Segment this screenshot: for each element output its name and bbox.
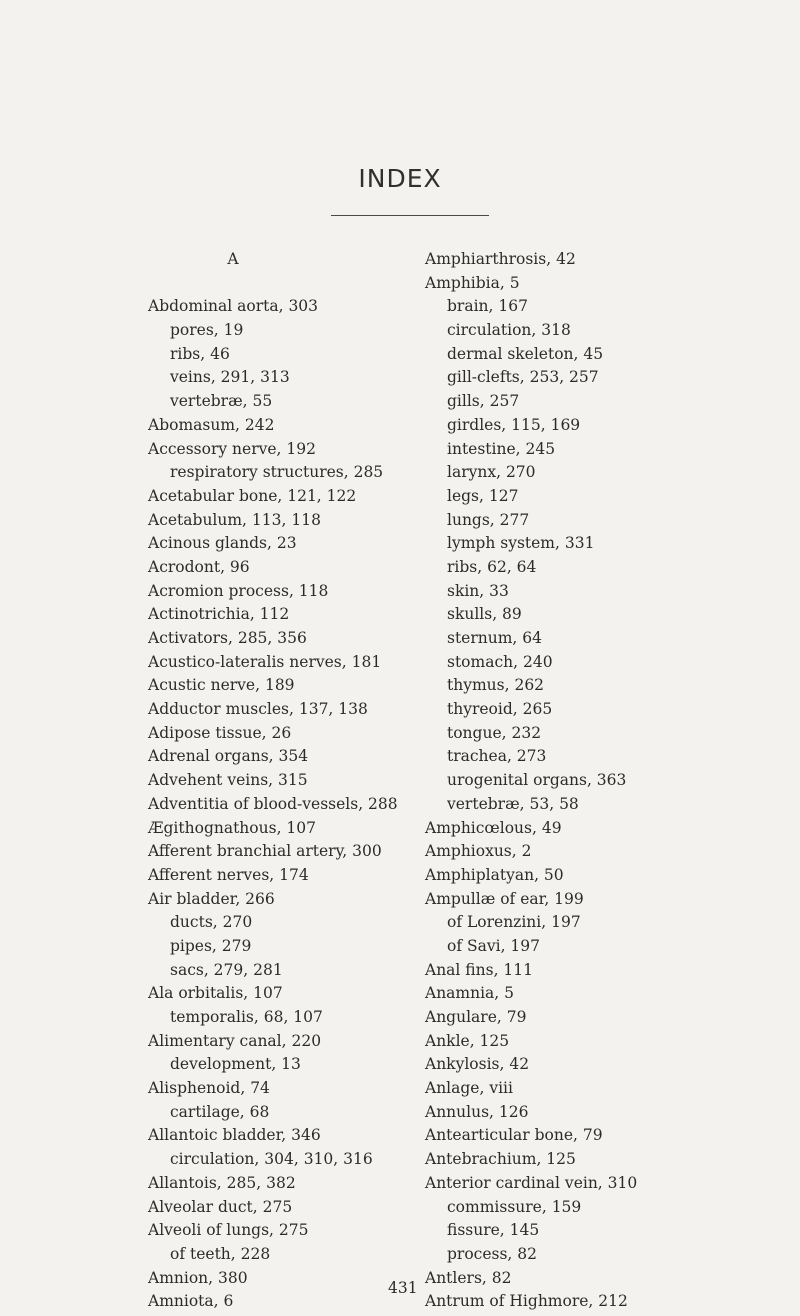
index-entry: Amnion, 380	[148, 1268, 248, 1287]
index-subentry: sacs, 279, 281	[170, 960, 283, 979]
index-subentry: thymus, 262	[447, 676, 545, 695]
index-entry: Acromion process, 118	[148, 581, 329, 600]
index-subentry: ribs, 62, 64	[447, 557, 537, 576]
title-rule	[331, 215, 489, 216]
index-subentry: pipes, 279	[170, 936, 252, 955]
index-subentry: ducts, 270	[170, 913, 253, 932]
index-entry: Anal fins, 111	[425, 960, 534, 979]
index-subentry: tongue, 232	[447, 723, 542, 742]
index-entry: Antearticular bone, 79	[425, 1126, 603, 1145]
index-subentry: dermal skeleton, 45	[447, 344, 604, 363]
index-subentry: cartilage, 68	[170, 1102, 270, 1121]
index-entry: Advehent veins, 315	[148, 771, 308, 790]
page-number: 431	[388, 1279, 418, 1297]
index-entry: Acustic nerve, 189	[148, 676, 295, 695]
index-entry: Acinous glands, 23	[148, 534, 297, 553]
index-subentry: larynx, 270	[447, 463, 536, 482]
index-subentry: girdles, 115, 169	[447, 415, 581, 434]
index-entry: Ankle, 125	[425, 1031, 510, 1050]
index-entry: Adrenal organs, 354	[148, 747, 309, 766]
index-entry: Amniota, 6	[148, 1292, 234, 1311]
index-entry: Afferent branchial artery, 300	[148, 842, 382, 861]
index-subentry: lymph system, 331	[447, 534, 595, 553]
index-subentry: of Lorenzini, 197	[447, 913, 581, 932]
index-column-right	[425, 248, 775, 1314]
index-entry: Accessory nerve, 192	[148, 439, 316, 458]
index-entry: Amphicœlous, 49	[425, 818, 562, 837]
index-entry: Annulus, 126	[425, 1102, 529, 1121]
spacer	[148, 272, 398, 296]
index-entry: Acustico-lateralis nerves, 181	[148, 652, 382, 671]
index-subentry: brain, 167	[447, 297, 528, 316]
index-subentry: sternum, 64	[447, 629, 543, 647]
index-entry: Anterior cardinal vein, 310	[425, 1173, 638, 1192]
index-entry: Antlers, 82	[425, 1268, 512, 1287]
index-entry: Antrum of Highmore, 212	[425, 1292, 628, 1311]
index-subentry: vertebræ, 53, 58	[447, 794, 579, 813]
index-subentry: circulation, 304, 310, 316	[170, 1150, 373, 1169]
index-subentry: respiratory structures, 285	[170, 463, 384, 482]
index-column-left	[148, 248, 398, 1314]
index-entry: Activators, 285, 356	[148, 629, 307, 647]
index-subentry: trachea, 273	[447, 747, 547, 766]
index-entry: Ægithognathous, 107	[148, 818, 317, 837]
index-entry: Adventitia of blood-vessels, 288	[148, 794, 398, 813]
index-entry: Abomasum, 242	[148, 415, 275, 434]
index-entry: Acetabulum, 113, 118	[148, 510, 321, 529]
index-subentry: gills, 257	[447, 392, 520, 411]
index-subentry: of Savi, 197	[447, 936, 541, 955]
index-subentry: temporalis, 68, 107	[170, 1008, 323, 1026]
index-entry: Alimentary canal, 220	[148, 1031, 322, 1050]
index-entry: Antebrachium, 125	[425, 1150, 576, 1169]
index-subentry: pores, 19	[170, 321, 244, 340]
index-entry: Anlage, viii	[425, 1079, 513, 1098]
index-entry: Air bladder, 266	[148, 889, 275, 908]
index-entry: Amphibia, 5	[425, 273, 520, 292]
index-subentry: development, 13	[170, 1055, 301, 1074]
index-subentry: legs, 127	[447, 486, 519, 505]
index-entry: Alveolar duct, 275	[148, 1197, 293, 1216]
index-subentry: intestine, 245	[447, 439, 556, 458]
index-entry: Adductor muscles, 137, 138	[148, 700, 368, 719]
index-subentry: lungs, 277	[447, 510, 530, 529]
index-entry: Actinotrichia, 112	[148, 605, 290, 624]
index-entry: Allantois, 285, 382	[148, 1173, 296, 1192]
index-entry: Amphiplatyan, 50	[425, 865, 564, 884]
index-subentry: fissure, 145	[447, 1221, 540, 1240]
index-entry: Acetabular bone, 121, 122	[148, 486, 357, 505]
index-entry: Amphioxus, 2	[425, 842, 532, 861]
index-entry: Alisphenoid, 74	[148, 1079, 270, 1098]
index-entry: Adipose tissue, 26	[148, 723, 292, 742]
index-subentry: circulation, 318	[447, 321, 571, 340]
index-entry: Amphiarthrosis, 42	[425, 250, 576, 268]
index-subentry: skin, 33	[447, 581, 509, 600]
index-entry: Ampullæ of ear, 199	[425, 889, 584, 908]
index-entry: Acrodont, 96	[148, 557, 250, 576]
index-subentry: veins, 291, 313	[170, 368, 290, 387]
index-entry: Ala orbitalis, 107	[148, 984, 283, 1003]
index-entry: Afferent nerves, 174	[148, 865, 309, 884]
index-subentry: thyreoid, 265	[447, 700, 553, 719]
index-subentry: process, 82	[447, 1244, 538, 1263]
index-subentry: stomach, 240	[447, 652, 553, 671]
index-entry: Angulare, 79	[425, 1008, 527, 1026]
index-entry: Allantoic bladder, 346	[148, 1126, 321, 1145]
index-subentry: vertebræ, 55	[170, 392, 273, 411]
page-title: INDEX	[358, 164, 442, 193]
index-entry: Anamnia, 5	[425, 984, 515, 1003]
index-subentry: of teeth, 228	[170, 1244, 271, 1263]
index-subentry: commissure, 159	[447, 1197, 582, 1216]
index-entry: Alveoli of lungs, 275	[148, 1221, 309, 1240]
index-entry: Abdominal aorta, 303	[148, 297, 319, 316]
index-subentry: urogenital organs, 363	[447, 771, 627, 790]
index-entry: Ankylosis, 42	[425, 1055, 530, 1074]
index-subentry: skulls, 89	[447, 605, 522, 624]
index-subentry: gill-clefts, 253, 257	[447, 368, 599, 387]
section-letter: A	[227, 250, 239, 268]
index-subentry: ribs, 46	[170, 344, 230, 363]
